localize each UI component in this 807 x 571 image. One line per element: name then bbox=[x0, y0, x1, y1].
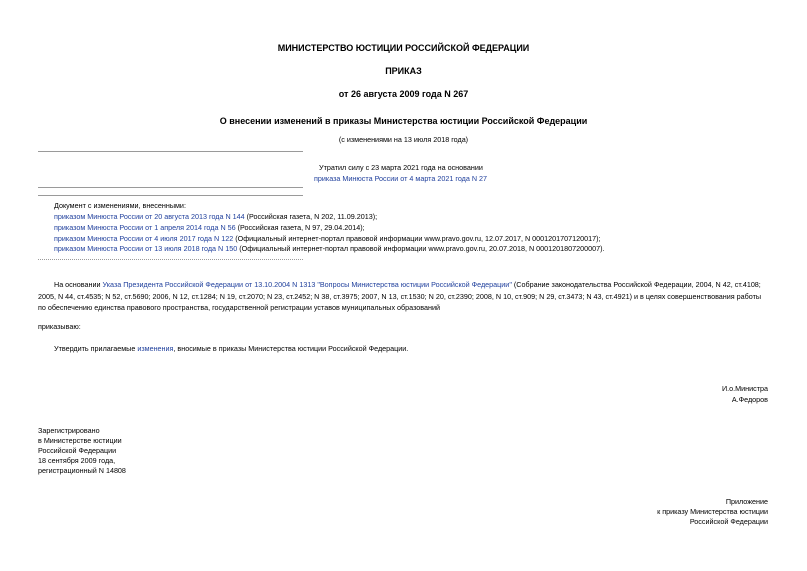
registration-line: Российской Федерации bbox=[38, 446, 117, 455]
revision-note: (с изменениями на 13 июля 2018 года) bbox=[338, 135, 469, 144]
changes-link[interactable]: изменения bbox=[137, 344, 174, 353]
status-link[interactable]: приказа Минюста России от 4 марта 2021 года N 27 bbox=[314, 174, 488, 183]
divider-line bbox=[38, 151, 303, 152]
appendix-line: Приложение bbox=[725, 497, 768, 506]
body-text: На основании bbox=[54, 280, 103, 289]
changes-heading: Документ с изменениями, внесенными: bbox=[54, 201, 186, 210]
body-text: Утвердить прилагаемые bbox=[54, 344, 138, 353]
registration-line: регистрационный N 14808 bbox=[38, 466, 126, 475]
doc-date-number: от 26 августа 2009 года N 267 bbox=[338, 89, 469, 99]
change-item bbox=[54, 223, 365, 232]
decree-link[interactable]: Указа Президента Российской Федерации от 13.10.2004 N 1313 "Вопросы Министерства юстиции Российской Федерации" bbox=[102, 280, 512, 289]
order-word: приказываю: bbox=[38, 322, 81, 331]
appendix-line: Российской Федерации bbox=[689, 517, 768, 526]
change-source: (Российская газета, N 97, 29.04.2014); bbox=[235, 223, 365, 232]
body-paragraph bbox=[38, 279, 768, 314]
change-source: (Российская газета, N 202, 11.09.2013); bbox=[244, 212, 378, 221]
appendix-line: к приказу Министерства юстиции bbox=[657, 507, 768, 516]
registration-line: в Министерстве юстиции bbox=[38, 436, 122, 445]
change-link[interactable]: приказом Минюста России от 13 июля 2018 года N 150 bbox=[54, 244, 238, 253]
change-source: (Официальный интернет-портал правовой информации www.pravo.gov.ru, 20.07.2018, N 0001201807200007). bbox=[237, 244, 605, 253]
divider-line bbox=[38, 195, 303, 196]
change-source: (Официальный интернет-портал правовой информации www.pravo.gov.ru, 12.07.2017, N 0001201707120017); bbox=[233, 234, 601, 243]
ministry-heading: МИНИСТЕРСТВО ЮСТИЦИИ РОССИЙСКОЙ ФЕДЕРАЦИИ bbox=[277, 43, 530, 53]
change-link[interactable]: приказом Минюста России от 20 августа 2013 года N 144 bbox=[54, 212, 245, 221]
body-text: (Собрание законодательства Российской Федерации, 2004, N 42, ст.4108; 2005, N 44, ст.4535; N 52, ст.5690; 2006, N 12, ст.1284; N 19, ст.2070; N 23, ст.2452; N 38, ст.3975; 2007, N 13, ст.1530; N 20, ст.2390; 2008, N 10, ст.909; N 29, ст.3473; N 43, ст.4921) и в целях совершенствования работы по обеспечению единства правового пространства, государственной регистрации уставов муниципальных образований bbox=[38, 280, 762, 312]
status-text: Утратил силу с 23 марта 2021 года на основании bbox=[319, 163, 483, 172]
signature-position: И.о.Министра bbox=[721, 384, 768, 393]
doc-type: ПРИКАЗ bbox=[385, 66, 422, 76]
registration-line: 18 сентября 2009 года, bbox=[38, 456, 116, 465]
signature-name: А.Федоров bbox=[731, 395, 768, 404]
change-link[interactable]: приказом Минюста России от 4 июля 2017 года N 122 bbox=[54, 234, 234, 243]
divider-line bbox=[38, 187, 303, 188]
change-link[interactable]: приказом Минюста России от 1 апреля 2014 года N 56 bbox=[54, 223, 236, 232]
change-item bbox=[54, 234, 601, 243]
change-item bbox=[54, 244, 605, 253]
change-item bbox=[54, 212, 377, 221]
divider-line bbox=[38, 259, 303, 260]
approve-paragraph bbox=[54, 344, 408, 353]
registration-line: Зарегистрировано bbox=[38, 426, 100, 435]
doc-title: О внесении изменений в приказы Министерства юстиции Российской Федерации bbox=[219, 116, 588, 126]
body-text: , вносимые в приказы Министерства юстиции Российской Федерации. bbox=[173, 344, 409, 353]
